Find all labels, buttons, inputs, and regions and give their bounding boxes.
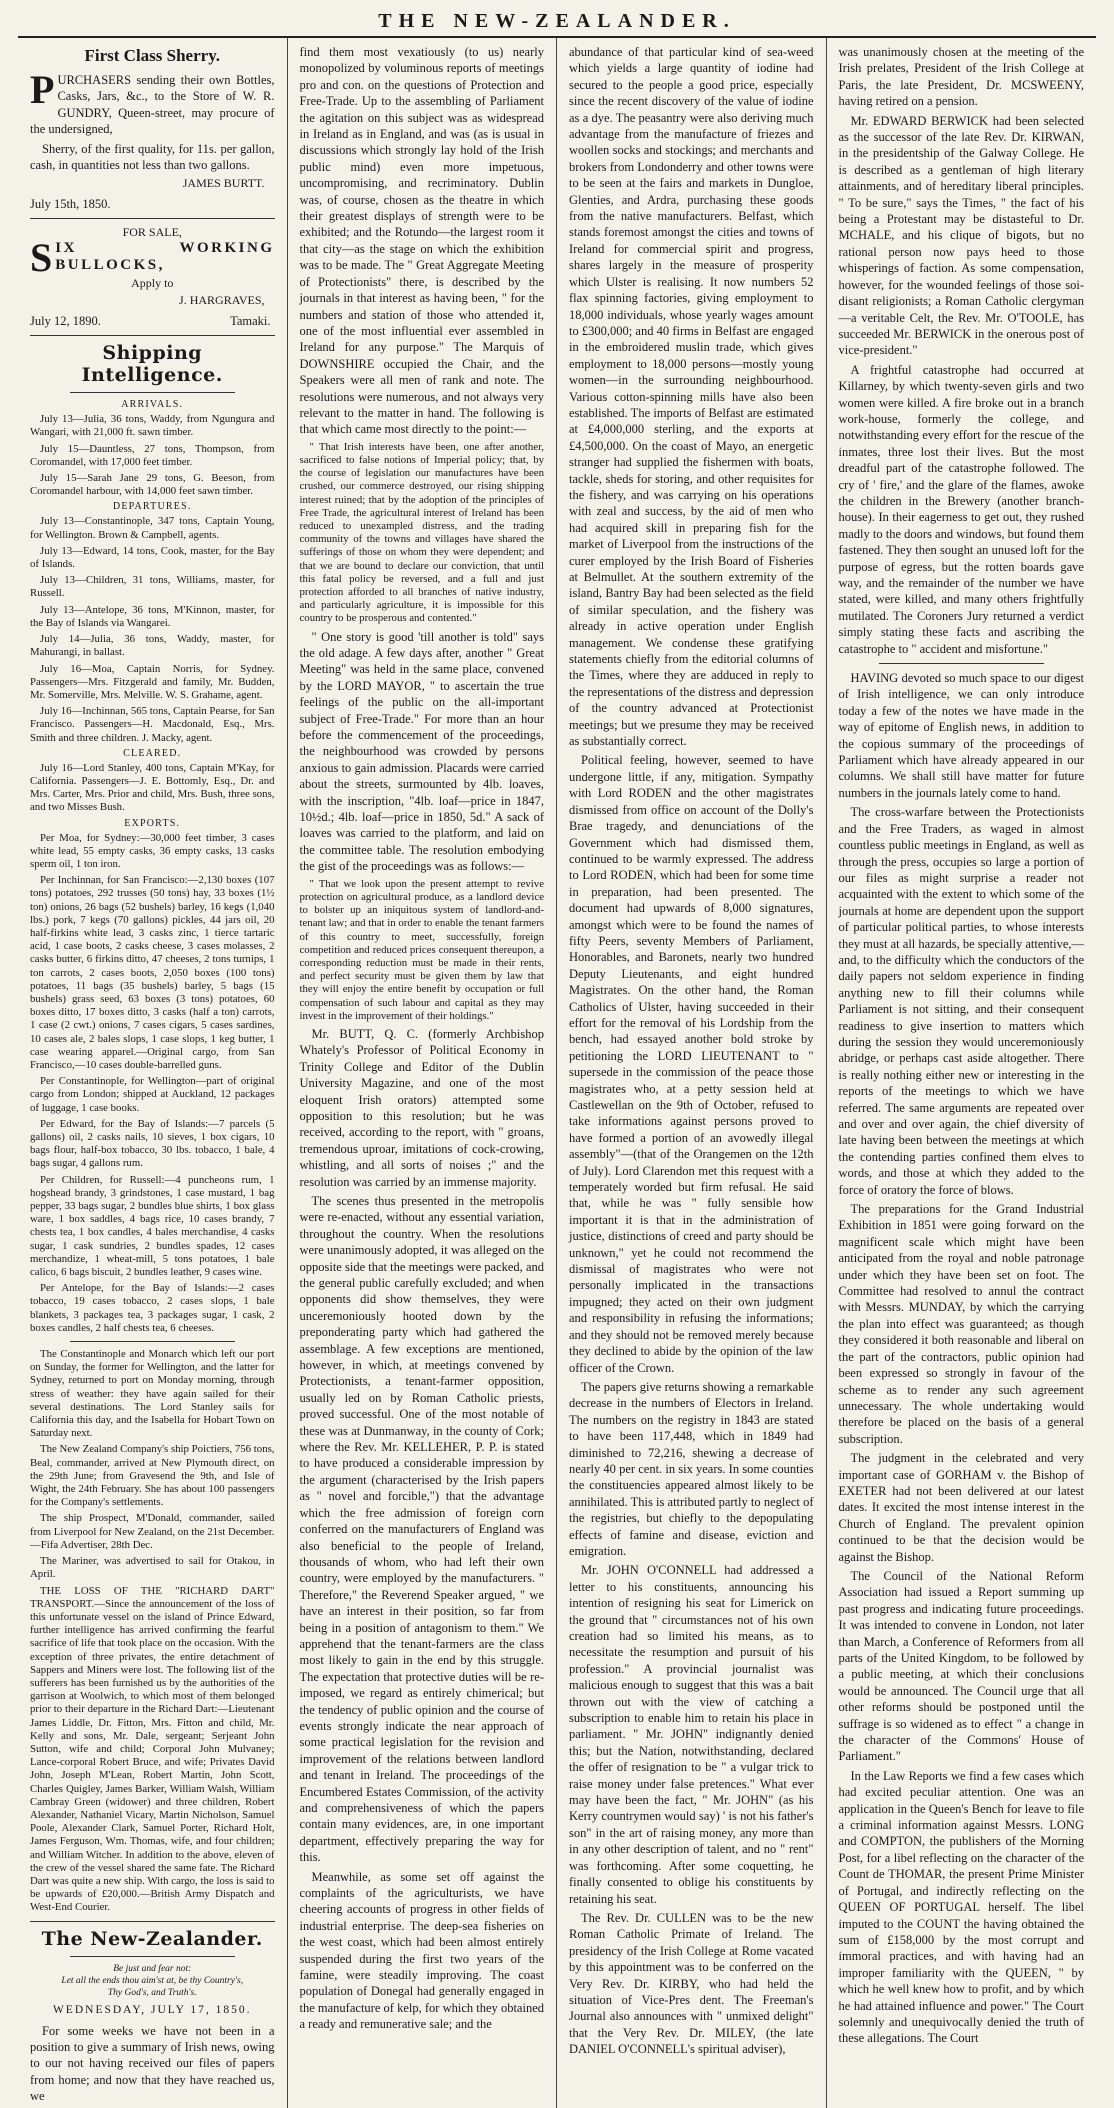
columns <box>18 38 1096 2104</box>
arrivals-list <box>30 413 275 498</box>
article-paragraph: abundance of that particular kind of sea-weed which yields a large quantity of iodine had secured to the people a good price, especially since the recent discovery of the value of iodine as a dye. The peasantry were also deriving much advantage from the manufacture of friezes and woollen socks and stockings; and merchants and brokers from Londonderry and other towns were to be seen at the fairs and markets in Dungloe, Glenties, and Ardra, purchasing these goods from the native manufacturers. Belfast, which stands foremost amongst the cities and towns of Ireland for commercial spirit and progress, shares largely in the measure of prosperity which Ulster is realising. It now numbers 52 flax spinning factories, giving employment to 18,000 individuals, whose yearly wages amount to £300,000; and 40 firms in Belfast are engaged in the embroidered muslin trade, which gives employment to 18,000 persons—mostly young women—in the surrounding neighbourhood. Various cotton-spinning mills have also been established. The imports of Belfast are estimated at £4,000,000 sterling, and the exports at £4,500,000. On the coast of Mayo, an energetic stranger had supplied the fishermen with boats, tackle, sheds for storing, and other requisites for the fishery, and was carrying on his operations with zeal and success, by the aid of men who had acquired skill in preparing fish for the market of Liverpool from the instructions of the curer employed by the Irish Board of Fisheries at Belmullet. At the southern extremity of the island, Bantry Bay had been selected as the field of similar speculation, and the fishery was already in active operation under English management. We condense these gratifying statements chiefly from the editorial columns of the Times, where they are adduced in reply to the representations of the distress and depression of the country advanced at Protectionist meetings; but we presume they may be received as substantially correct. <box>569 45 814 749</box>
nz-motto: Be just and fear not: Let all the ends thou aim'st at, be thy Country's, Thy God's, and Truth's. <box>61 1963 244 1998</box>
article-paragraph: was unanimously chosen at the meeting of the Irish prelates, President of the Irish College at Paris, the late President, Dr. MCSWEENY, having retired on a pension. <box>838 45 1084 109</box>
arrivals-head: ARRIVALS. <box>121 399 184 411</box>
divider <box>30 218 275 219</box>
cleared-list <box>30 762 275 815</box>
masthead: THE NEW-ZEALANDER. <box>378 10 736 32</box>
arrival-entry: July 15—Dauntless, 27 tons, Thompson, from Coromandel, with 17,000 feet timber. <box>30 442 275 468</box>
article-paragraph: Mr. JOHN O'CONNELL had addressed a letter to his constituents, announcing his intention of resigning his seat for Limerick on the ground that " circumstances not of his own creation had so limited his means, as to necessitate the resumption and pursuit of his profession." A provincial journalist was malicious enough to suggest that this was a bait thrown out with the view of catching a subscription to enable him to retain his place in parliament. " Mr. JOHN" indignantly denied this; but the Nation, notwithstanding, declared the offer of resignation to be " a vulgar trick to raise money under false pretences." What ever may have been the fact, " Mr. JOHN" (as his Kerry countrymen would say) ' is not his father's son" in the art of raising money, any more than in any other description of talent, and no " rent" was forthcoming. After some coquetting, he finally consented to oblige his constituents by retaining his seat. <box>569 1563 814 1906</box>
article-paragraph: " One story is good 'till another is told" says the old adage. A few days after, another " Great Meeting" was held in the same place, convened by the LORD MAYOR, " to ascertain the true feelings of the public on the all-important subject of Free-Trade." For more than an hour before the commencement of the proceedings, the neighbourhood was crowded by persons anxious to gain admission. Placards were carried about the streets, surmounted by 4lb. loaves, with the inscription, "4lb. loaf—price in 1847, 10½d.; 4lb. loaf—price in 1850, 5d." A sack of loaves was carried to the platform, and laid on the committee table. The resolution embodying the gist of the proceedings was as follows:— <box>299 629 544 874</box>
article-paragraph: In the Law Reports we find a few cases which had excited peculiar attention. One was an application in the Queen's Bench for leave to file a criminal information against Messrs. LONG and COMPTON, the publishers of the Morning Post, for a libel reflecting on the character of the Count de THOMAR, the present Prime Minister of Portugal, and indirectly reflecting on the QUEEN OF PORTUGAL herself. The libel imputed to the COUNT the having obtained the sum of £158,000 by the most corrupt and immoral practices, and with having had an improper familiarity with the QUEEN, " by which he well knew how to profit, and by which he had attained influence and power." The Court solemnly and unequivocally denied the truth of these allegations. The Court <box>838 1768 1084 2046</box>
article-paragraph: The papers give returns showing a remarkable decrease in the numbers of Electors in Ireland. The numbers on the registry in 1843 are stated to have been 117,448, which in 1849 had diminished to 72,216, shewing a decrease of nearly 40 per cent. in six years. In some counties the constituencies appeared almost likely to be annihilated. This is attributed partly to neglect of the registries, but chiefly to the depopulating effects of famine and disease, eviction and emigration. <box>569 1379 814 1558</box>
article-paragraph: The preparations for the Grand Industrial Exhibition in 1851 were going forward on the magnificent scale which might have been anticipated from the royal and noble patronage under which they have been set on foot. The Committee had resolved to annul the contract with Messrs. MUNDAY, by which the carrying the plan into effect was guaranteed; as though they considered it both reasonable and liberal on the part of the contractors, public opinion had been expressed so strongly in favour of the scheme as to render any such agreement unnecessary. The whole undertaking would therefore be placed on the basis of a general subscription. <box>838 1202 1084 1446</box>
departures-list <box>30 515 275 744</box>
departure-entry: July 13—Edward, 14 tons, Cook, master, for the Bay of Islands. <box>30 544 275 571</box>
article-paragraph: The Council of the National Reform Association had issued a Report summing up past progress and indicating future proceedings. It was intended to convene in London, not later than March, a Conference of Reformers from all parts of the United Kingdom, to be followed by a public meeting, at which their conclusions would be announced. The Council urge that all other reforms should be postponed until the suffrage is so widened as to effect " a change in the character of the Commons' House of Parliament." <box>838 1568 1084 1764</box>
article-paragraph: The cross-warfare between the Protectionists and the Free Traders, as waged in almost countless public meetings in England, as well as through the press, occupies so large a portion of our files as might surprise a reader not acquainted with the extent to which some of the journals at home are dependent upon the support of particular political parties, to whose interests they must at all hazards, be specially attentive,—and, to the difficulty which the conductors of the daily papers not seldom experience in finding anything new to fill their columns while Parliament is not sitting, and their consequent readiness to give insertion to matters which during the session they would unceremoniously abridge, or perhaps cast aside altogether. There is really nothing either new or interesting in the reports of the meetings to which we have referred. The same arguments are repeated over and over and over again, the chief diversity of late having been between the meetings at which the contending parties confined them elves to words, and those at which they added to the force of oratory the force of blows. <box>838 805 1084 1197</box>
article-paragraph: find them most vexatiously (to us) nearly monopolized by voluminous reports of meetings pro and con. on the questions of Protection and Free-Trade. Up to the assembling of Parliament the agitation on this subject was as widespread in Ireland as in England, and was (as is usual in discussions which strongly lay hold of the Irish public mind) even more impetuous, uncompromising, and recriminatory. Dublin was, of course, chosen as the theatre in which their greatest displays of strength were to be exhibited; and the Rotundo—the largest room it that city—as the stage on which the exhibition was to be made. The " Great Aggregate Meeting of Protectionists" there, is described by the journals in that interest as having been, " for the numbers and station of those who attended it, one of the most influential ever assembled in Ireland for any purpose." The Marquis of DOWNSHIRE occupied the Chair, and the Speakers were all men of rank and note. The resolutions were numerous, and not always very relevant to the matter in hand. The following is that which came most directly to the point:— <box>299 45 544 437</box>
sherry-ad-body-2: Sherry, of the first quality, for 11s. per gallon, cash, in quantities not less than two gallons. <box>30 141 275 173</box>
shipping-title: Shipping Intelligence. <box>81 342 223 387</box>
nz-title: The New-Zealander. <box>41 1927 263 1950</box>
forsale-apply: Apply to <box>131 276 174 291</box>
article-paragraph: HAVING devoted so much space to our digest of Irish intelligence, we can only introduce today a few of the notes we have made in the way of epitome of English news, in addition to the copious summary of the proceedings of Parliament which have already appeared in our columns. We shall still have matter for future numbers in the journals lately come to hand. <box>838 671 1084 800</box>
cleared-head: CLEARED. <box>123 747 182 759</box>
column-2 <box>288 38 558 2108</box>
export-entry: Per Inchinnan, for San Francisco:—2,130 boxes (107 tons) potatoes, 292 trusses (50 tons) hay, 33 boxes (1½ ton) onions, 26 bags (52 bushels) barley, 16 kegs (1,040 lbs.) pork, 7 kegs (70 gallons) pickles, 44 jars oil, 20 half-firkins white lead, 3 casks zinc, 1 tierce tartaric acid, 1 case boots, 2 casks cheese, 3 cases molasses, 2 casks butter, 6 firkins ditto, 47 cheeses, 2 tons turnips, 1 ton carrots, 2 cases boots, 2,050 boxes (100 tons) potatoes, 11 bags (35 bushels) barley, 5 bags (15 bushels) grass seed, 63 boxes (3 tons) potatoes, 60 boxes ditto, 17 boxes ditto, 3 casks (half a ton) carrots, 1 case (2 cwt.) onions, 7 cases cigars, 5 cases sardines, 10 cases ale, 2 bales slops, 1 case slops, 1 keg butter, 1 case wearing apparel.—Original cargo, from San Francisco,—10 cases double-barrelled guns. <box>30 874 275 1071</box>
quote-resolution-2: " That we look upon the present attempt to revive protection on agricultural produce, as a landlord device to bolster up an iniquitous system of landlord-and-tenant law; and that in order to enable the tenant farmers of this country to meet, successfully, foreign competition and reduced prices consequent thereupon, a corresponding reduction must be made in their rents, and perfect security must be given them by law that they will enjoy the entire benefit by occupation or full compensation of such labour and capital as they may invest in the improvement of their holdings." <box>299 877 544 1022</box>
sherry-ad-body <box>30 67 275 138</box>
article-paragraph: Mr. EDWARD BERWICK had been selected as the successor of the late Rev. Dr. KIRWAN, in the presidentship of the Galway College. He is described as a gentleman of high literary attainments, and of hereditary liberal principles. " To be sure," says the Times, " the fact of his being a Protestant may be distasteful to Dr. MCHALE, and his clique of bigots, but no rational person now pays heed to those whisperings of faction. As some compensation, however, for the wounded feelings of those soi-disant religionists; a Roman Catholic clergyman—a veritable Celt, the Rev. Mr. O'TOOLE, has succeeded Mr. BERWICK in the onerous post of vice-president." <box>838 113 1084 358</box>
forsale-head: FOR SALE, <box>122 225 182 240</box>
forsale-body <box>30 235 275 281</box>
article-paragraph: The scenes thus presented in the metropolis were re-enacted, without any essential variation, throughout the country. When the resolutions were unanimously adopted, it was alleged on the opposite side that the meetings were packed, and the general public carefully excluded; and when opponents did show themselves, they were unceremoniously hooted down by the preponderating party which had gathered the assemblage. A few exceptions are mentioned, however, in which, at meetings convened by Protectionists, a tenant-farmer opposition, usually led on by Roman Catholic priests, proved successful. One of the most notable of these was at Dunmanway, in the county of Cork; where the Rev. Mr. KELLEHER, P. P. is stated to have produced a considerable impression by the argument (characterised by the Irish papers as " novel and forcible,") that the advantage which the free admission of foreign corn conferred on the manufacturers of England was also beneficial to the people of Ireland, thousands of whom, who had left their own country, were employed by the manufacturers. " Therefore," the Reverend Speaker argued, " we have an interest in their position, so far from being in a position of antagonism to them." We apprehend that the tenant-farmers are the class most likely to gain in the end by this struggle. The expectation that protective duties will be re-imposed, we regard as entirely chimerical; but the tendency of public opinion and the course of events strongly indicate the near approach of some practical legislation for the revision and improvement of the relations between landlord and tenant in Ireland. The proceedings of the Encumbered Estates Commission, of the activity and comprehensiveness of which the papers contain many evidences, are, in one important department, effectively preparing the way for this. <box>299 1193 544 1865</box>
exports-list <box>30 832 275 1336</box>
column-4 <box>827 38 1097 2108</box>
departure-entry: July 16—Inchinnan, 565 tons, Captain Pearse, for San Francisco. Passengers—H. Macdonald, Esq., Mrs. Smith and three children. J. Macky, agent. <box>30 705 275 744</box>
departure-entry: July 13—Children, 31 tons, Williams, master, for Russell. <box>30 574 275 600</box>
exports-head: EXPORTS. <box>124 817 181 829</box>
departure-entry: July 14—Julia, 36 tons, Waddy, master, for Mahurangi, in ballast. <box>30 633 275 659</box>
export-entry: Per Antelope, for the Bay of Islands:—2 cases tobacco, 19 cases tobacco, 2 cases slops, 1 bale blankets, 3 packages tea, 3 packages sugar, 1 cask, 2 boxes candles, 2 half chests tea, 6 cheeses. <box>30 1282 275 1334</box>
sherry-ad-text: URCHASERS sending their own Bottles, Casks, Jars, &c., to the Store of W. R. GUNDRY, Queen-street, may procure of the undersigned, <box>30 73 275 137</box>
sherry-date-text: July 15th, 1850. <box>30 197 111 212</box>
export-entry: Per Edward, for the Bay of Islands:—7 parcels (5 gallons) oil, 2 casks nails, 10 sieves, 1 box cigars, 10 bags flour, half-box tobacco, 30 lbs. tobacco, 1 bale, 4 bags sugar, 4 gallons rum. <box>30 1117 275 1170</box>
shipping-note: The Constantinople and Monarch which left our port on Sunday, the former for Wellington, and the latter for Sydney, returned to port on Monday morning, through stress of weather: they have again sailed for their several destinations. The Lord Stanley sails for California this day, and the Isabella for Hobart Town on Saturday next. <box>30 1348 275 1440</box>
sherry-dropcap: P <box>30 67 55 112</box>
shipping-note: THE LOSS OF THE "RICHARD DART" TRANSPORT.—Since the announcement of the loss of this unfortunate vessel on the island of Prince Edward, further intelligence has arrived confirming the fearful sacrifice of life that took place on the occasion. With the exception of three privates, the entire detachment of Sappers and Miners were lost. The following list of the sufferers has been furnished us by the authorities of the garrison at Woolwich, to which most of them belonged prior to their departure in the Richard Dart:—Lieutenant James Liddle, Dr. Fitton, Mrs. Fitton and child, Mr. Kelly and sons, Mr. Dale, sergeant; Serjeant John Sutton, wife and child; Corporal John Mulvaney; Lance-corporal Robert Bruce, and wife; Privates David John, Joseph M'Lean, Robert Martin, John Scott, Charles Quigley, James Barker, William Walsh, William Cambray Green (widower) and three children, Robert Alexander, Nathaniel Vicary, Martin Nicholson, Samuel Poole, Alexander Clark, Samuel Porter, Richard Holt, James Ferguson, Wm. Thomas, wife, and four children; and William Witcher. In addition to the above, eleven of the crew of the vessel shared the same fate. The Richard Dart was quite a new ship. With cargo, the loss is said to be upwards of £20,000.—British Army Dispatch and West-End Courier. <box>30 1584 275 1914</box>
shipping-note: The New Zealand Company's ship Poictiers, 756 tons, Beal, commander, arrived at New Plymouth direct, on the 29th June; from Gravesend the 9th, and Isle of Wight, the 24th February. She has about 100 passengers for the Company's settlements. <box>30 1443 275 1509</box>
article-paragraph: Mr. BUTT, Q. C. (formerly Archbishop Whately's Professor of Political Economy in Trinity College and Editor of the Dublin University Magazine, and one of the most eloquent Irish orators) attempted some opposition to this resolution; but he was received, according to the report, with " groans, tremendous uproar, imitations of cock-crowing, whistling, and all sorts of noises ;" and the resolution was carried by an immense majority. <box>299 1026 544 1189</box>
export-entry: Per Constantinople, for Wellington—part of original cargo from London; shipped at Auckland, 12 packages of luggage, 1 case books. <box>30 1075 275 1114</box>
cleared-entry: July 16—Lord Stanley, 400 tons, Captain M'Kay, for California. Passengers—J. E. Bottomly, Esq., Dr. and Mrs. Carter, Mrs. Prior and child, Mrs. Bush, three sons, and two Misses Bush. <box>30 761 275 814</box>
sherry-date <box>30 197 271 212</box>
issue-date: WEDNESDAY, JULY 17, 1850. <box>52 2003 252 2016</box>
shipping-note: The ship Prospect, M'Donald, commander, sailed from Liverpool for New Zealand, on the 21st December.—Fifa Advertiser, 28th Dec. <box>30 1512 275 1551</box>
article-paragraph: Meanwhile, as some set off against the complaints of the agriculturists, we have cheering accounts of progress in other fields of industrial enterprise. The deep-sea fisheries on the west coast, which had been almost entirely suspended during the first two years of the famine, were steadily improving. The coast population of Donegal had generally engaged in the manufacture of kelp, for which they obtained a ready and remunerative sale; and the <box>299 1869 544 2032</box>
article-paragraph: Political feeling, however, seemed to have undergone little, if any, mitigation. Sympathy with Lord RODEN and the other magistrates dismissed from office on account of the Dolly's Brae tragedy, and denunciations of the Government which had dismissed them, continued to be warmly expressed. The address to Lord RODEN, which had been for some time in preparation, had been presented. The document had upwards of 8,000 signatures, amongst which were to be found the names of fifty Peers, seventy Members of Parliament, Honorables, and Baronets, nearly two hundred Deputy Lieutenants, and eight hundred Magistrates. On the other hand, the Roman Catholics of Ulster, having succeeded in their effort for the removal of his Lordship from the bench, had essayed another bold stroke by petitioning the LORD LIEUTENANT to " supersede in the commission of the peace those magistrates who, at a petty session held at Castlewellan on the 9th of October, refused to take informations against persons proved to have formed a portion of an avowedly illegal assembly"—(that of the Orangemen on the 12th of July). Lord Clarendon met this request with a temperately worded but firm refusal. He said that, while he was " fully sensible how important it is that in the administration of justice, distinctions of creed and party should be unknown," yet he could not recommend the dismissal of magistrates who were not personally implicated in the transactions impugned; they acted on their own judgment and responsibility in refusing the informations; and they should not be removed merely because they declined to abide by the opinion of the law officer of the Crown. <box>569 753 814 1375</box>
shipping-notes <box>30 1348 275 1915</box>
sherry-signature: JAMES BURTT. <box>182 176 265 191</box>
departures-head: DEPARTURES. <box>112 501 192 513</box>
forsale-dropcap: S <box>30 235 53 281</box>
divider <box>70 1341 235 1342</box>
column-3 <box>557 38 827 2108</box>
shipping-note: The Mariner, was advertised to sail for Otakou, in April. <box>30 1555 275 1581</box>
arrival-entry: July 13—Julia, 36 tons, Waddy, from Ngungura and Wangari, with 21,000 ft. sawn timber. <box>30 413 275 439</box>
divider <box>70 392 235 393</box>
forsale-name: J. HARGRAVES, <box>179 293 265 308</box>
article-paragraph: A frightful catastrophe had occurred at Killarney, by which twenty-seven girls and two women were killed. A fire broke out in a branch work-house, formerly the college, and notwithstanding every effort for the rescue of the inmates, three lost their lives. But the most dreadful part of the catastrophe followed. The cry of ' fire,' and the glare of the flames, awoke the children in the Brewery (another branch-house). In their eagerness to get out, they rushed madly to the doors and windows, but found them fastened. They then sought an unused loft for the purpose of egress, but the rotten boards gave way, and the remainder of the number we have stated, were killed, and many others frightfully mutilated. The Coroners Jury returned a verdict simply stating these facts and ascribing the catastrophe to " accident and misfortune." <box>838 362 1084 656</box>
column-1 <box>18 38 288 2108</box>
sherry-ad-title: First Class Sherry. <box>84 46 221 65</box>
departure-entry: July 16—Moa, Captain Norris, for Sydney. Passengers—Mrs. Fitzgerald and family, Mr. Budden, Mr. Somerville, Mrs. Melville. W. S. Grahame, agent. <box>30 662 275 701</box>
divider <box>30 1921 275 1922</box>
forsale-dateline <box>30 314 271 329</box>
export-entry: Per Children, for Russell:—4 puncheons rum, 1 hogshead brandy, 3 grindstones, 1 case mustard, 1 bag pepper, 33 bags sugar, 2 bundles blue shirts, 1 box glass ware, 1 box saddles, 4 bags rice, 10 cases brandy, 7 chests tea, 1 box candles, 4 bales merchandise, 4 casks sugar, 1 cask sundries, 2 bundles spades, 12 cases merchandize, 1 wheat-mill, 5 tons potatoes, 1 bale calico, 6 bags biscuit, 2 bundles leather, 9 cases wine. <box>30 1173 275 1279</box>
arrival-entry: July 15—Sarah Jane 29 tons, G. Beeson, from Coromandel harbour, with 14,000 feet sawn timber. <box>30 472 275 498</box>
forsale-line: IX WORKING BULLOCKS, <box>55 240 275 273</box>
forsale-place: Tamaki. <box>230 314 271 329</box>
departure-entry: July 13—Antelope, 36 tons, M'Kinnon, master, for the Bay of Islands via Wangarei. <box>30 603 275 629</box>
article-paragraph: The Rev. Dr. CULLEN was to be the new Roman Catholic Primate of Ireland. The presidency of the Irish College at Rome vacated by this appointment was to be conferred on the Very Rev. Dr. KIRBY, who had held the situation of Vice-Pres dent. The Freeman's Journal also announces with " unmixed delight" that the Very Rev. Dr. MILEY, (the late DANIEL O'CONNELL's spiritual adviser), <box>569 1910 814 2057</box>
export-entry: Per Moa, for Sydney:—30,000 feet timber, 3 cases white lead, 55 empty casks, 36 empty casks, 13 casks sperm oil, 1 ton iron. <box>30 831 275 870</box>
divider <box>70 1956 235 1957</box>
departure-entry: July 13—Constantinople, 347 tons, Captain Young, for Wellington. Brown & Campbell, agents. <box>30 515 275 541</box>
quote-resolution-1: " That Irish interests have been, one after another, sacrificed to false notions of Imperial policy; that, by the course of legislation our manufactures have been crushed, our commerce destroyed, our rising shipping interest ruined; that by the adoption of the principles of Free Trade, the agricultural interest of Ireland has been reduced to unexampled distress, and the trading community of the towns and villages have shared the sufferings of those on whom they were dependent; and that we are bound to declare our conviction, that until this fatal policy be reversed, and a full and just protection afforded to all branches of native industry, and particularly agriculture, it is impossible for this country to be prosperous and contented." <box>299 440 544 625</box>
article-paragraph: The judgment in the celebrated and very important case of GORHAM v. the Bishop of EXETER had not been delivered at our latest dates. It excited the most intense interest in the Church of England. The prevalent opinion continued to be that the decision would be against the Bishop. <box>838 1451 1084 1564</box>
forsale-date: July 12, 1890. <box>30 314 101 329</box>
divider <box>879 663 1045 664</box>
nz-body: For some weeks we have not been in a position to give a summary of Irish news, owing to our not having received our files of papers from home; and now that they have reached us, we <box>30 2023 275 2104</box>
divider <box>30 335 275 336</box>
